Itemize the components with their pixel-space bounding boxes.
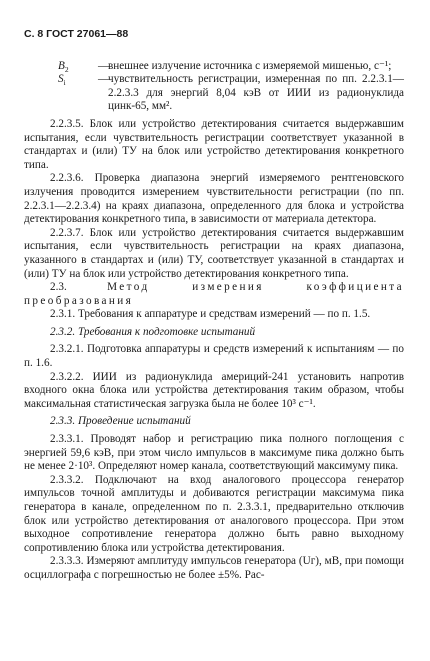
paragraph-2-3-2-1: 2.3.2.1. Подготовка аппаратуры и средств измерений к испытаниям — по п. 1.6. — [24, 343, 404, 370]
paragraph-2-3-2-2: 2.3.2.2. ИИИ из радионуклида америций-241 установить напротив входного окна блока или устройства детектирования таким образом, чтобы максимальная статистическая загрузка была не более 10³ с⁻¹. — [24, 370, 404, 410]
paragraph-2-3-3-1: 2.3.3.1. Проводят набор и регистрацию пика полного поглощения с энергией 59,6 кэВ, при этом число импульсов в максимуме пика должно быть не менее 2·10³. Определяют номер канала, соответствующий максимуму пика. — [24, 433, 404, 473]
section-heading-2-3: 2.3. Метод измерения коэффициента преобразования — [24, 281, 405, 307]
definition-symbol: $B_2$ — [58, 59, 69, 74]
definition-si — [24, 73, 404, 114]
definition-b2 — [24, 60, 404, 74]
paragraph-2-2-3-5: 2.2.3.5. Блок или устройство детектирования считается выдержавшим испытания, если чувствительность регистрации соответствует указанной в стандартах и (или) ТУ на блок или устройство детектирования конкретного типа. — [24, 117, 404, 171]
paragraph-2-3-1: 2.3.1. Требования к аппаратуре и средствам измерений — по п. 1.5. — [50, 308, 371, 321]
paragraph-2-3-3-2: 2.3.3.2. Подключают на вход аналогового процессора генератор импульсов точной амплитуды и добиваются регистрации максимума пика генератора в канале, определенном по п. 2.3.3.1, предварительно отключив блок или устройство детектирования от аналогового процессора. При этом выходное сопротивление генератора должно быть равно выходному сопротивлению блока или устройства детектирования. — [24, 473, 404, 554]
paragraph-2-2-3-7: 2.2.3.7. Блок или устройство детектирования считается выдержавшим испытания, если чувствительность регистрации на краях диапазона, указанного в стандартах и (или) ТУ, соответствует указанной в стандартах и (или) ТУ на блок или устройство детектирования конкретного типа. — [24, 226, 404, 280]
paragraph-2-2-3-6: 2.2.3.6. Проверка диапазона энергий измеряемого рентгеновского излучения проводится измерением чувствительности регистрации (по пп. 2.2.3.1—2.2.3.4) на краях диапазона, определенного для блока и устройства детектирования конкретного типа, в зависимости от материала детектора. — [24, 172, 404, 226]
definition-text: внешнее излучение источника с измеряемой мишенью, с⁻¹; — [108, 59, 392, 72]
subheading-2-3-2: 2.3.2. Требования к подготовке испытаний — [50, 325, 256, 338]
running-head: С. 8 ГОСТ 27061—88 — [24, 28, 129, 40]
definition-dash: — — [98, 59, 110, 72]
definition-text: чувствительность регистрации, измеренная по пп. 2.2.3.1—2.2.3.3 для энергий 8,04 кэВ от ИИИ из радионуклида цинк-65, мм². — [108, 73, 404, 113]
subheading-2-3-3: 2.3.3. Проведение испытаний — [50, 415, 191, 428]
definition-dash: — — [98, 73, 110, 86]
definition-symbol: $S_i$ — [58, 73, 66, 88]
paragraph-2-3-3-3: 2.3.3.3. Измеряют амплитуду импульсов генератора (Uг), мВ, при помощи осциллографа с погрешностью не более ±5%. Рас- — [24, 555, 404, 581]
